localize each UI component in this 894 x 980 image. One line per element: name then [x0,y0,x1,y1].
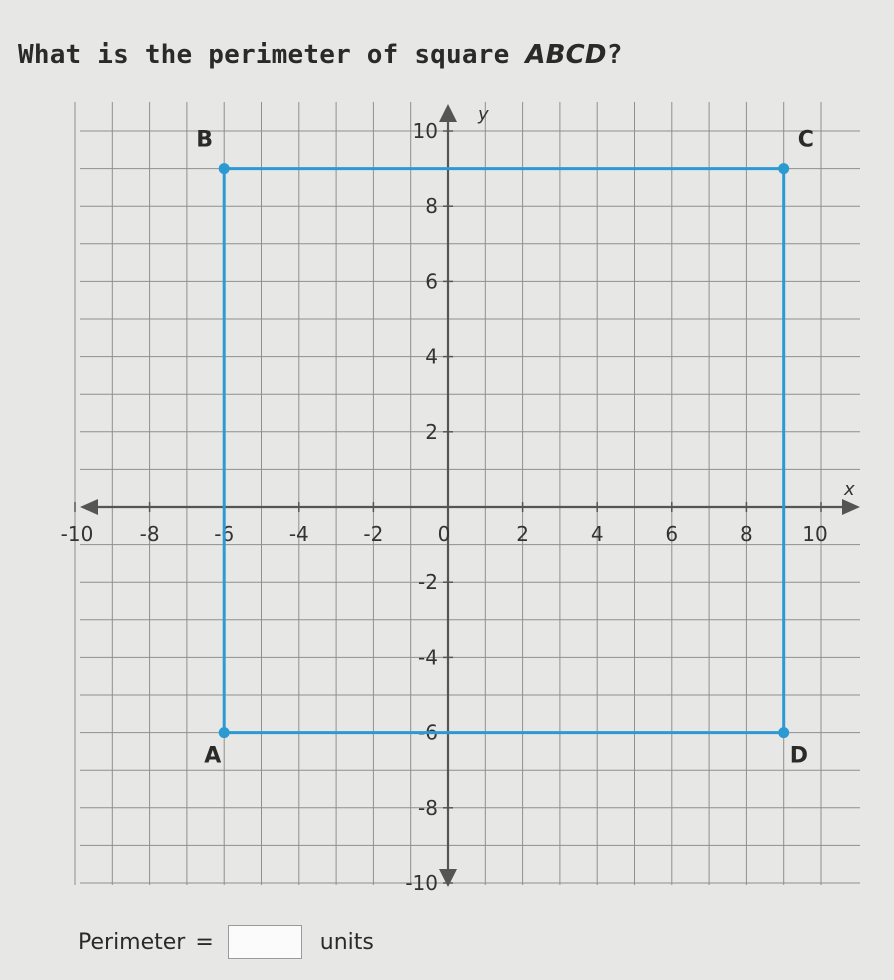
x-tick-label: 0 [437,522,451,546]
x-axis-left-arrow [80,499,98,515]
x-tick-label: 10 [802,522,828,546]
y-tick-label: -6 [418,720,438,745]
y-tick-label: -2 [418,570,438,595]
equals-sign: = [195,929,214,955]
x-tick-label: 6 [665,522,679,546]
vertex-b [219,163,230,174]
x-tick-label: -6 [214,522,235,546]
vertex-label-a: A [204,743,222,769]
question-text: What is the perimeter of square ABCD? [18,40,623,70]
vertex-label-b: B [196,127,213,153]
y-tick-label: 8 [425,194,438,219]
vertex-label-d: D [789,743,808,769]
y-tick-label: 2 [425,419,438,444]
x-tick-label: -4 [288,522,309,546]
vertex-c [778,163,789,174]
perimeter-answer-input[interactable] [228,925,302,959]
perimeter-label: Perimeter [78,929,186,955]
x-axis-right-arrow [842,499,860,515]
y-tick-label: 4 [425,344,438,369]
x-tick-label: 2 [516,522,529,546]
x-tick-label: -2 [363,522,384,546]
y-axis-label: y [478,104,489,125]
y-axis-down-arrow [439,869,457,887]
x-tick-label: -10 [60,522,94,546]
x-tick-label: -8 [139,522,160,546]
x-tick-label: 4 [590,522,604,546]
y-tick-label: 10 [412,119,438,143]
x-tick-label: 8 [740,522,753,546]
y-tick-label: -10 [405,871,438,895]
vertex-label-c: C [797,127,814,153]
vertex-d [778,727,789,738]
y-tick-label: -4 [418,645,438,670]
answer-row [78,925,374,959]
square-abcd [224,169,784,733]
units-label: units [319,929,374,955]
y-tick-label: 6 [425,269,438,294]
y-tick-label: -8 [418,795,438,820]
x-axis-label: x [844,479,855,500]
y-axis-up-arrow [439,104,457,122]
vertex-a [219,727,230,738]
